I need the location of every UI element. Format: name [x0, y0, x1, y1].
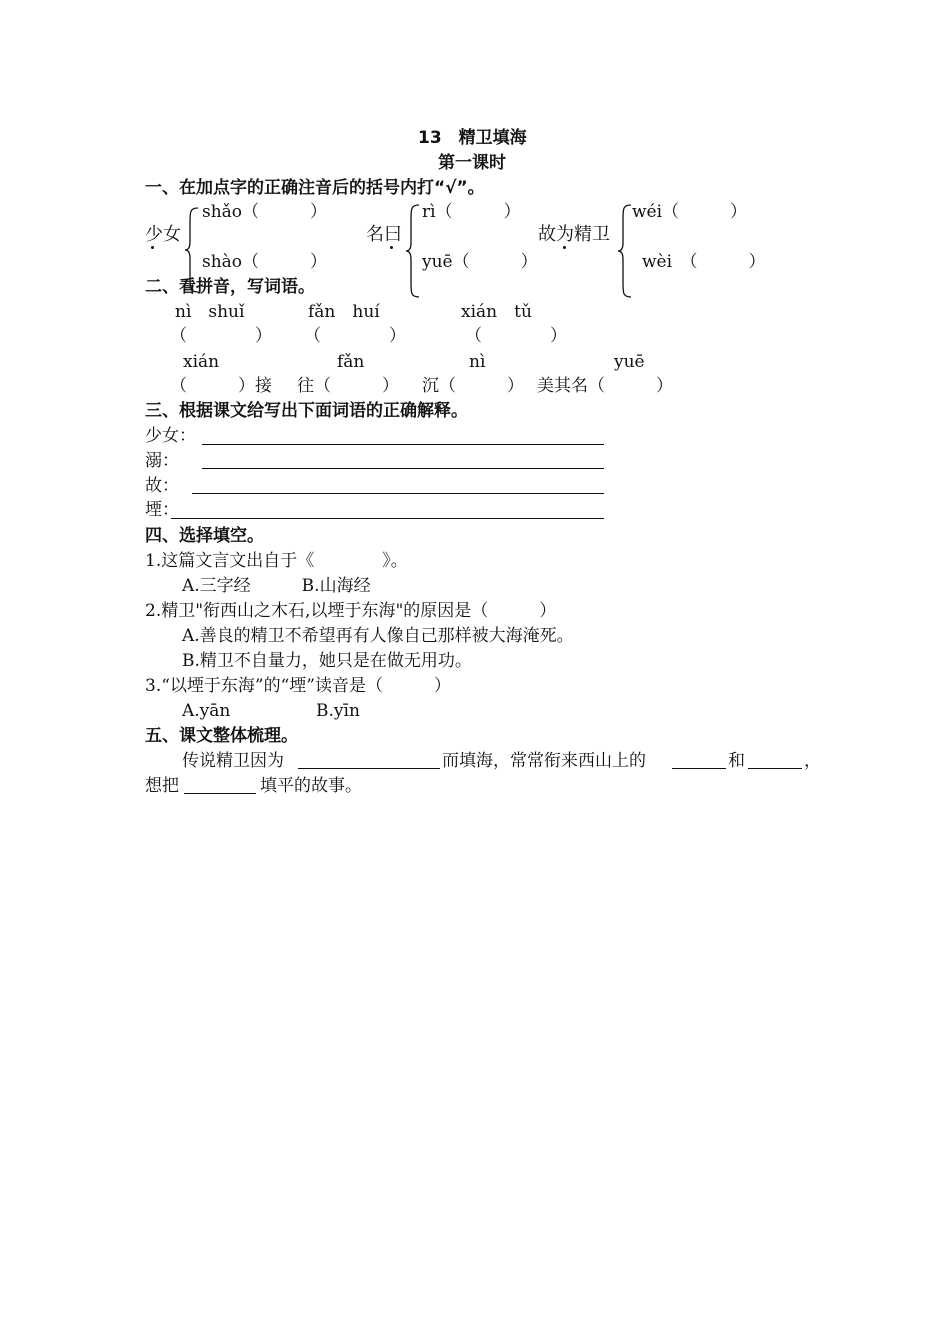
answer-line[interactable] [192, 493, 604, 494]
blank-short[interactable] [184, 793, 256, 794]
item-wangfan[interactable]: 往（ ） [297, 376, 399, 396]
summary-text: 传说精卫因为 [182, 751, 284, 771]
emphasis-dot [151, 246, 154, 249]
question-2-option-a[interactable]: A.善良的精卫不希望再有人像自己那样被大海淹死。 [182, 626, 574, 646]
pinyin-ni: nì [469, 352, 486, 372]
summary-text: 想把 [145, 776, 179, 796]
section-1-heading: 一、在加点字的正确注音后的括号内打“√”。 [145, 178, 485, 198]
question-2: 2.精卫"衔西山之木石,以堙于东海"的原因是（ ） [145, 601, 557, 621]
blank-short[interactable] [748, 768, 802, 769]
term-label: 溺： [145, 451, 179, 471]
question-1-options[interactable]: A.三字经 B.山海经 [182, 576, 371, 596]
option-shao4[interactable]: shào（ ） [202, 252, 328, 272]
term-label: 堙： [145, 500, 179, 520]
section-4-heading: 四、选择填空。 [145, 526, 264, 546]
summary-text: ， [804, 751, 821, 771]
option-ri[interactable]: rì（ ） [422, 202, 521, 222]
option-shao3[interactable]: shǎo（ ） [202, 202, 328, 222]
word-mingyue: 名曰 [366, 224, 402, 245]
question-1: 1.这篇文言文出自于《 》。 [145, 551, 408, 571]
blank-long[interactable] [298, 768, 440, 769]
pinyin-xian: xián [183, 352, 220, 372]
word-guweijingwei: 故为精卫 [538, 224, 610, 245]
pinyin-fanhui: fǎn huí [308, 302, 380, 322]
option-yue[interactable]: yuē（ ） [422, 252, 538, 272]
section-3-heading: 三、根据课文给写出下面词语的正确解释。 [145, 401, 468, 421]
pinyin-nishui: nì shuǐ [175, 302, 245, 322]
option-wei4[interactable]: wèi （ ） [642, 252, 766, 272]
left-brace [405, 203, 421, 299]
answer-line[interactable] [171, 518, 604, 519]
summary-text: 而填海，常常衔来西山上的 [442, 751, 646, 771]
word-shaonv: 少女 [145, 224, 181, 245]
summary-text: 和 [728, 751, 745, 771]
summary-text: 填平的故事。 [260, 776, 362, 796]
answer-box[interactable]: （ ） [170, 326, 272, 346]
pinyin-yue: yuē [614, 352, 645, 372]
item-meiqimingyue[interactable]: 美其名（ ） [537, 376, 673, 396]
option-wei2[interactable]: wéi（ ） [632, 202, 748, 222]
section-5-heading: 五、课文整体梳理。 [145, 726, 298, 746]
answer-line[interactable] [202, 444, 604, 445]
item-xianjie[interactable]: （ ）接 [170, 376, 272, 396]
question-3: 3.“以堙于东海”的“堙”读音是（ ） [145, 676, 451, 696]
page-title: 13 精卫填海 [418, 128, 527, 148]
blank-short[interactable] [672, 768, 726, 769]
term-label: 少女： [145, 426, 196, 446]
answer-box[interactable]: （ ） [304, 326, 406, 346]
pinyin-fan: fǎn [337, 352, 365, 372]
question-2-option-b[interactable]: B.精卫不自量力，她只是在做无用功。 [182, 651, 472, 671]
section-2-heading: 二、看拼音，写词语。 [145, 277, 315, 297]
page-subtitle: 第一课时 [438, 153, 506, 173]
term-label: 故： [145, 476, 179, 496]
item-chenni[interactable]: 沉（ ） [422, 376, 524, 396]
answer-box[interactable]: （ ） [465, 326, 567, 346]
question-3-option-b[interactable]: B.yīn [316, 701, 360, 721]
left-brace [617, 203, 633, 299]
question-3-option-a[interactable]: A.yān [182, 701, 231, 721]
pinyin-xiantu: xián tǔ [461, 302, 532, 322]
emphasis-dot [390, 246, 393, 249]
emphasis-dot [563, 246, 566, 249]
answer-line[interactable] [202, 468, 604, 469]
